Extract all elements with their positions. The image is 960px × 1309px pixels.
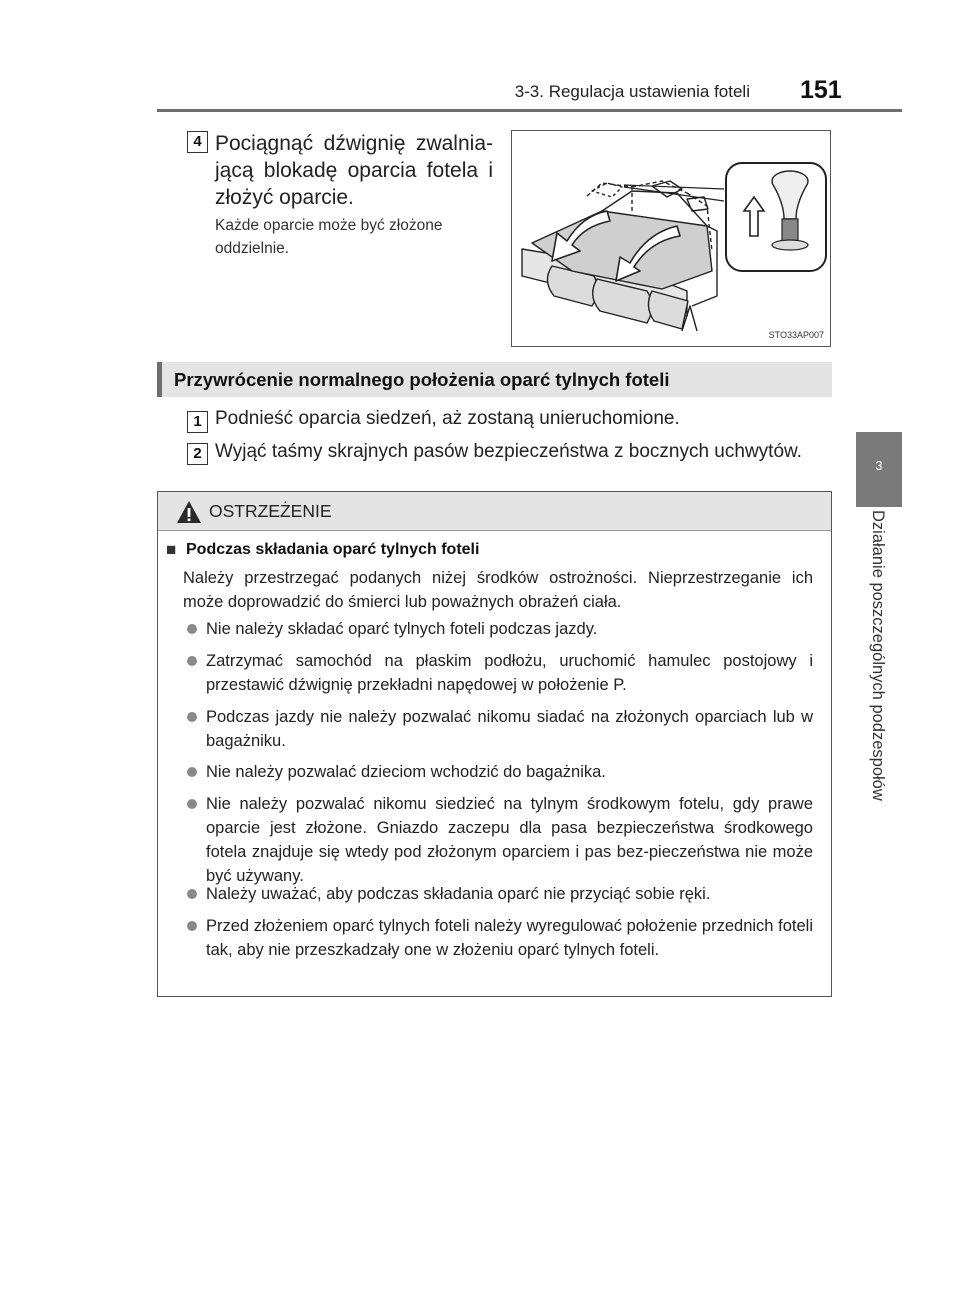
figure-code: STO33AP007 — [768, 330, 824, 340]
warning-item: Nie należy składać oparć tylnych foteli podczas jazdy. — [206, 620, 598, 638]
step-note: Każde oparcie może być złożone oddzielnie. — [215, 217, 443, 257]
bullet-icon — [187, 799, 197, 809]
warning-header — [158, 492, 831, 531]
warning-heading: Podczas składania oparć tylnych foteli — [186, 541, 480, 558]
step-instruction: Podnieść oparcia siedzeń, aż zostaną unieruchomione. — [215, 408, 680, 429]
section-heading-bar — [157, 362, 832, 397]
bullet-icon — [187, 624, 197, 634]
warning-item: Zatrzymać samochód na płaskim podłożu, uruchomić hamulec postojowy i przestawić dźwignię przekładni napędowej w położenie P. — [206, 652, 813, 694]
warning-title: OSTRZEŻENIE — [209, 501, 332, 521]
warning-item: Nie należy pozwalać nikomu siedzieć na tylnym środkowym fotelu, gdy prawe oparcie jest złożone. Gniazdo zaczepu dla pasa bezpieczeństwa środkowego fotela znajduje się wtedy pod złożonym oparciem i pas bez-pieczeństwa nie może być używany. — [206, 795, 813, 885]
seat-folding-illustration — [511, 130, 831, 347]
page-number: 151 — [800, 76, 842, 104]
section-accent — [157, 362, 162, 397]
section-title: Przywrócenie normalnego położenia oparć tylnych foteli — [174, 369, 670, 390]
warning-item: Należy uważać, aby podczas składania oparć nie przyciąć sobie ręki. — [206, 885, 711, 903]
header-divider — [157, 109, 902, 112]
step-instruction: Wyjąć taśmy skrajnych pasów bezpieczeństwa z bocznych uchwytów. — [215, 441, 802, 462]
bullet-icon — [187, 767, 197, 777]
warning-intro: Należy przestrzegać podanych niżej środków ostrożności. Nieprzestrzeganie ich może doprowadzić do śmierci lub poważnych obrażeń ciała. — [183, 569, 813, 611]
bullet-icon — [187, 712, 197, 722]
square-bullet-icon: ■ — [166, 540, 177, 559]
rear-seat-fold-drawing — [512, 131, 830, 346]
bullet-icon — [187, 656, 197, 666]
bullet-icon — [187, 889, 197, 899]
section-header: 3-3. Regulacja ustawienia foteli — [514, 82, 750, 101]
warning-item: Podczas jazdy nie należy pozwalać nikomu siadać na złożonych oparciach lub w bagażniku. — [206, 708, 813, 750]
chapter-label: Działanie poszczególnych podzespołów — [869, 510, 887, 801]
warning-item: Przed złożeniem oparć tylnych foteli należy wyregulować położenie przednich foteli tak, aby nie przeszkadzały one w złożeniu oparć tylnych foteli. — [206, 917, 813, 959]
warning-triangle-icon — [176, 500, 202, 524]
step-instruction: Pociągnąć dźwignię zwalnia-jącą blokadę oparcia fotela i złożyć oparcie. — [215, 132, 493, 209]
step-number-badge: 4 — [187, 131, 208, 153]
step-number-badge: 2 — [187, 443, 208, 465]
bullet-icon — [187, 921, 197, 931]
step-number-badge: 1 — [187, 411, 208, 433]
warning-item: Nie należy pozwalać dzieciom wchodzić do bagażnika. — [206, 763, 606, 781]
chapter-tab: 3 — [856, 432, 902, 507]
